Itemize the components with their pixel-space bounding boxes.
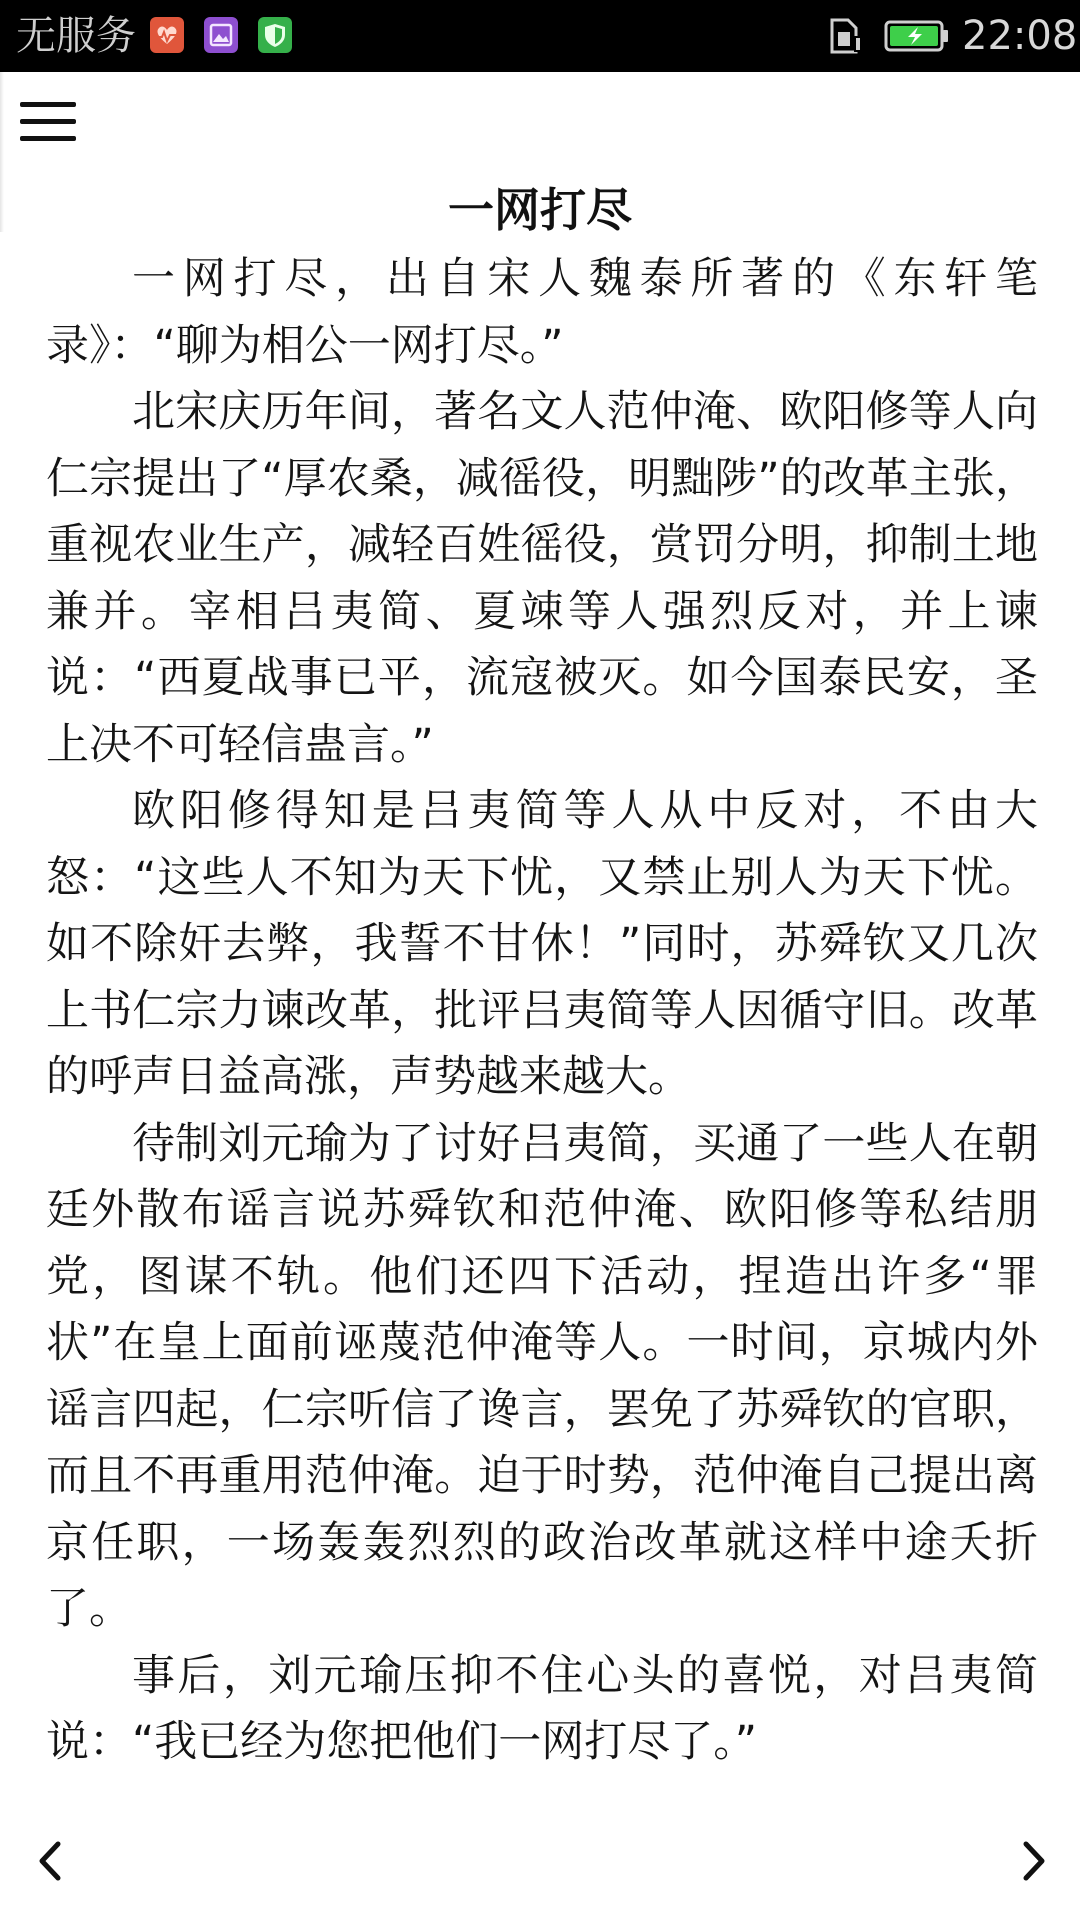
article-title: 一网打尽	[448, 183, 632, 237]
shield-app-icon	[258, 17, 292, 53]
sim-card-icon	[828, 16, 864, 56]
paragraph: 欧阳修得知是吕夷简等人从中反对，不由大怒：“这些人不知为天下忧，又禁止别人为天下忧。如不除奸去弊，我誓不甘休！”同时，苏舜钦又几次上书仁宗力谏改革，批评吕夷简等人因循守旧。改革的呼声日益高涨，声势越来越大。	[46, 786, 1038, 1102]
menu-button[interactable]	[20, 100, 76, 144]
chevron-left-icon	[30, 1836, 70, 1886]
carrier-label: 无服务	[16, 13, 136, 59]
hamburger-menu-icon	[20, 102, 76, 107]
paragraph: 事后，刘元瑜压抑不住心头的喜悦，对吕夷简说：“我已经为您把他们一网打尽了。”	[46, 1650, 1038, 1767]
status-bar	[0, 0, 1080, 72]
paragraph: 待制刘元瑜为了讨好吕夷简，买通了一些人在朝廷外散布谣言说苏舜钦和范仲淹、欧阳修等私结朋党，图谋不轨。他们还四下活动，捏造出许多“罪状”在皇上面前诬蔑范仲淹等人。一时间，京城内外谣言四起，仁宗听信了谗言，罢免了苏舜钦的官职，而且不再重用范仲淹。迫于时势，范仲淹自己提出离京任职，一场轰轰烈烈的政治改革就这样中途夭折了。	[46, 1118, 1038, 1634]
health-app-icon	[150, 17, 184, 53]
battery-charging-icon	[884, 20, 950, 52]
paragraph: 北宋庆历年间，著名文人范仲淹、欧阳修等人向仁宗提出了“厚农桑，减徭役，明黜陟”的改革主张，重视农业生产，减轻百姓徭役，赏罚分明，抑制土地兼并。宰相吕夷简、夏竦等人强烈反对，并上谏说：“西夏战事已平，流寇被灭。如今国泰民安，圣上决不可轻信蛊言。”	[46, 387, 1038, 770]
photo-app-icon	[204, 17, 238, 53]
next-page-button[interactable]	[1014, 1836, 1054, 1886]
paragraph: 一网打尽，出自宋人魏泰所著的《东轩笔录》：“聊为相公一网打尽。”	[46, 254, 1038, 371]
article-body	[46, 246, 1038, 1776]
status-time: 22:08	[962, 13, 1078, 59]
chevron-right-icon	[1014, 1836, 1054, 1886]
previous-page-button[interactable]	[30, 1836, 70, 1886]
